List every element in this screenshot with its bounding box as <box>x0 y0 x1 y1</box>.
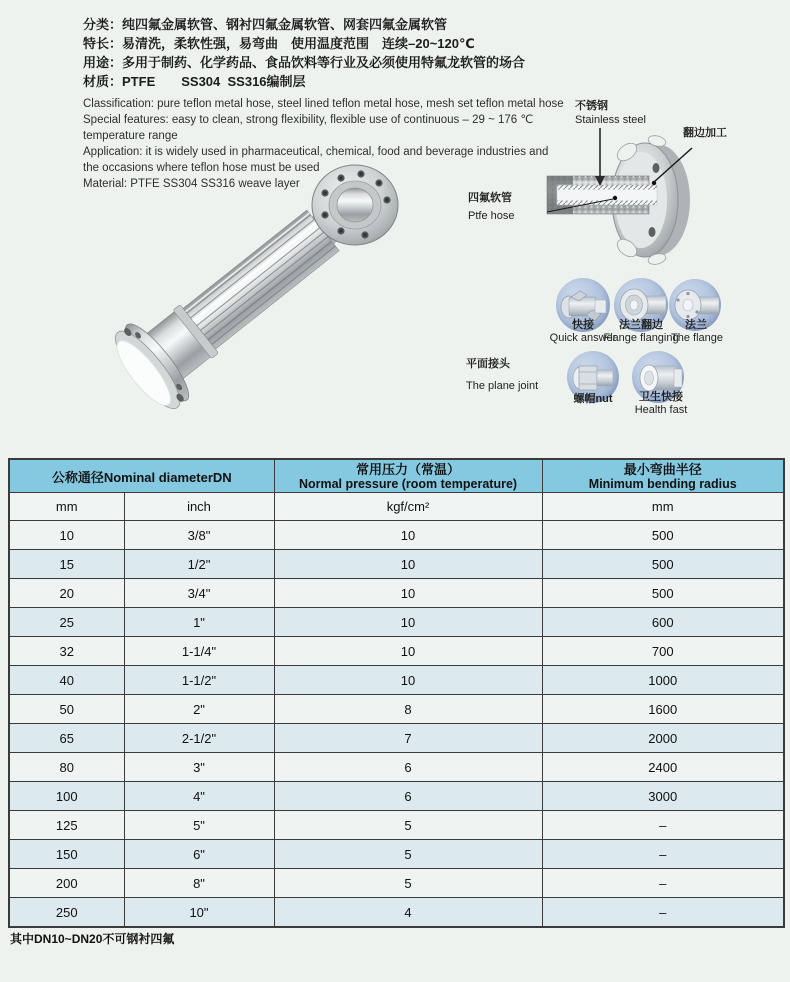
table-row <box>9 753 784 782</box>
cell-bending-radius: 500 <box>542 521 784 550</box>
intro-zh-text: PTFE SS304 SS316编制层 <box>122 74 306 89</box>
cell-dn-inch: 4" <box>124 782 274 811</box>
intro-zh-line <box>83 72 525 91</box>
cell-pressure: 5 <box>274 840 542 869</box>
label-ptfe-hose-zh: 四氟软管 <box>468 192 512 204</box>
table-row <box>9 782 784 811</box>
intro-en-line: the occasions where teflon hose must be used <box>83 162 320 174</box>
cell-bending-radius: – <box>542 840 784 869</box>
cell-pressure: 10 <box>274 550 542 579</box>
label-flange-en: The flange <box>671 332 723 344</box>
cell-dn-mm: 250 <box>9 898 124 928</box>
cell-dn-inch: 2-1/2" <box>124 724 274 753</box>
cell-dn-inch: 3" <box>124 753 274 782</box>
cell-dn-mm: 20 <box>9 579 124 608</box>
header-min-bending-radius-en: Minimum bending radius <box>588 476 737 491</box>
cell-dn-mm: 80 <box>9 753 124 782</box>
intro-zh-label: 材质： <box>83 74 123 89</box>
intro-en-line: Special features: easy to clean, strong flexibility, flexible use of continuous – 29 ~ 176 ℃ <box>83 114 534 126</box>
intro-chinese <box>83 15 525 91</box>
cell-dn-inch: 8" <box>124 869 274 898</box>
cell-bending-radius: 3000 <box>542 782 784 811</box>
cell-bending-radius: 1000 <box>542 666 784 695</box>
label-plane-joint-zh: 平面接头 <box>466 358 510 370</box>
table-row <box>9 521 784 550</box>
subheader-mm: mm <box>9 493 124 521</box>
header-normal-pressure-zh: 常用压力（常温） <box>355 461 460 477</box>
cell-bending-radius: 500 <box>542 579 784 608</box>
cell-dn-mm: 125 <box>9 811 124 840</box>
cell-bending-radius: – <box>542 898 784 928</box>
intro-zh-text: 纯四氟金属软管、钢衬四氟金属软管、网套四氟金属软管 <box>122 17 448 32</box>
cell-dn-mm: 200 <box>9 869 124 898</box>
cell-pressure: 10 <box>274 579 542 608</box>
cell-pressure: 10 <box>274 608 542 637</box>
intro-zh-line <box>83 53 525 72</box>
cell-dn-mm: 32 <box>9 637 124 666</box>
subheader-kgfcm2: kgf/cm² <box>274 493 542 521</box>
subheader-mm2: mm <box>542 493 784 521</box>
cell-dn-mm: 10 <box>9 521 124 550</box>
cell-dn-mm: 65 <box>9 724 124 753</box>
intro-zh-text: 多用于制药、化学药品、食品饮料等行业及必须使用特氟龙软管的场合 <box>122 55 526 70</box>
cell-pressure: 10 <box>274 637 542 666</box>
cell-dn-inch: 5" <box>124 811 274 840</box>
label-quick-connect-en: Quick answer <box>549 332 617 344</box>
header-min-bending-radius <box>542 459 784 493</box>
intro-zh-label: 分类： <box>83 17 123 32</box>
cell-bending-radius: 600 <box>542 608 784 637</box>
cell-pressure: 10 <box>274 666 542 695</box>
intro-zh-line <box>83 15 525 34</box>
cell-dn-inch: 3/4" <box>124 579 274 608</box>
cell-dn-inch: 1-1/2" <box>124 666 274 695</box>
cell-dn-mm: 25 <box>9 608 124 637</box>
cell-pressure: 7 <box>274 724 542 753</box>
table-subheader-row <box>9 493 784 521</box>
intro-en-line: Material: PTFE SS304 SS316 weave layer <box>83 178 300 190</box>
cell-pressure: 10 <box>274 521 542 550</box>
cell-bending-radius: – <box>542 811 784 840</box>
label-health-fast-en: Health fast <box>634 404 688 416</box>
cell-dn-inch: 10" <box>124 898 274 928</box>
label-health-fast-zh: 卫生快接 <box>639 391 683 403</box>
label-stainless-steel-zh: 不锈钢 <box>575 100 608 112</box>
cell-dn-inch: 2" <box>124 695 274 724</box>
intro-en-line: temperature range <box>83 130 178 142</box>
intro-zh-label: 用途： <box>83 55 123 70</box>
table-row <box>9 666 784 695</box>
cell-pressure: 6 <box>274 753 542 782</box>
label-flanging-process: 翻边加工 <box>683 127 727 139</box>
cell-bending-radius: – <box>542 869 784 898</box>
intro-zh-line <box>83 34 525 53</box>
cell-dn-mm: 50 <box>9 695 124 724</box>
cell-dn-mm: 100 <box>9 782 124 811</box>
table-row <box>9 695 784 724</box>
label-nut-zh: 螺帽nut <box>573 393 613 405</box>
label-stainless-steel-en: Stainless steel <box>575 114 646 126</box>
cell-dn-inch: 1" <box>124 608 274 637</box>
table-row <box>9 608 784 637</box>
label-quick-connect-zh: 快接 <box>572 319 594 331</box>
spec-table <box>8 458 785 928</box>
cell-dn-mm: 40 <box>9 666 124 695</box>
cell-dn-inch: 1/2" <box>124 550 274 579</box>
product-photo-ptfe-hose <box>50 175 470 430</box>
cell-bending-radius: 2000 <box>542 724 784 753</box>
spec-table-body <box>9 521 784 928</box>
cell-dn-inch: 3/8" <box>124 521 274 550</box>
table-row <box>9 869 784 898</box>
cell-dn-inch: 1-1/4" <box>124 637 274 666</box>
header-nominal-diameter: 公称通径Nominal diameterDN <box>9 459 274 493</box>
label-plane-joint-en: The plane joint <box>466 380 539 392</box>
spec-table-container <box>8 458 783 928</box>
cell-pressure: 5 <box>274 811 542 840</box>
header-normal-pressure <box>274 459 542 493</box>
header-normal-pressure-en: Normal pressure (room temperature) <box>298 476 518 491</box>
cell-dn-inch: 6" <box>124 840 274 869</box>
flange-cross-section-diagram <box>545 128 790 263</box>
table-row <box>9 898 784 928</box>
table-row <box>9 637 784 666</box>
cell-bending-radius: 2400 <box>542 753 784 782</box>
cell-dn-mm: 15 <box>9 550 124 579</box>
intro-zh-label: 特长： <box>83 36 123 51</box>
cell-pressure: 6 <box>274 782 542 811</box>
intro-en-line: Classification: pure teflon metal hose, steel lined teflon metal hose, mesh set teflon metal hose <box>83 98 564 110</box>
label-flange-zh: 法兰 <box>685 319 707 331</box>
intro-en-line: Application: it is widely used in pharmaceutical, chemical, food and beverage industries and <box>83 146 549 158</box>
cell-bending-radius: 700 <box>542 637 784 666</box>
cell-dn-mm: 150 <box>9 840 124 869</box>
table-footnote: 其中DN10~DN20不可钢衬四氟 <box>10 932 175 946</box>
table-row <box>9 840 784 869</box>
cell-pressure: 8 <box>274 695 542 724</box>
flange-top-right <box>312 165 398 245</box>
subheader-inch: inch <box>124 493 274 521</box>
cell-bending-radius: 1600 <box>542 695 784 724</box>
cell-pressure: 5 <box>274 869 542 898</box>
table-row <box>9 724 784 753</box>
table-row <box>9 579 784 608</box>
table-row <box>9 811 784 840</box>
table-row <box>9 550 784 579</box>
label-flange-flanging-zh: 法兰翻边 <box>619 319 663 331</box>
table-header-row <box>9 459 784 493</box>
label-flange-flanging-en: Flange flanging <box>603 332 679 344</box>
label-ptfe-hose-en: Ptfe hose <box>468 210 515 222</box>
cell-pressure: 4 <box>274 898 542 928</box>
header-min-bending-radius-zh: 最小弯曲半径 <box>623 461 702 477</box>
cell-bending-radius: 500 <box>542 550 784 579</box>
intro-zh-text: 易清洗，柔软性强，易弯曲 使用温度范围 连续–20~120℃ <box>122 36 475 51</box>
